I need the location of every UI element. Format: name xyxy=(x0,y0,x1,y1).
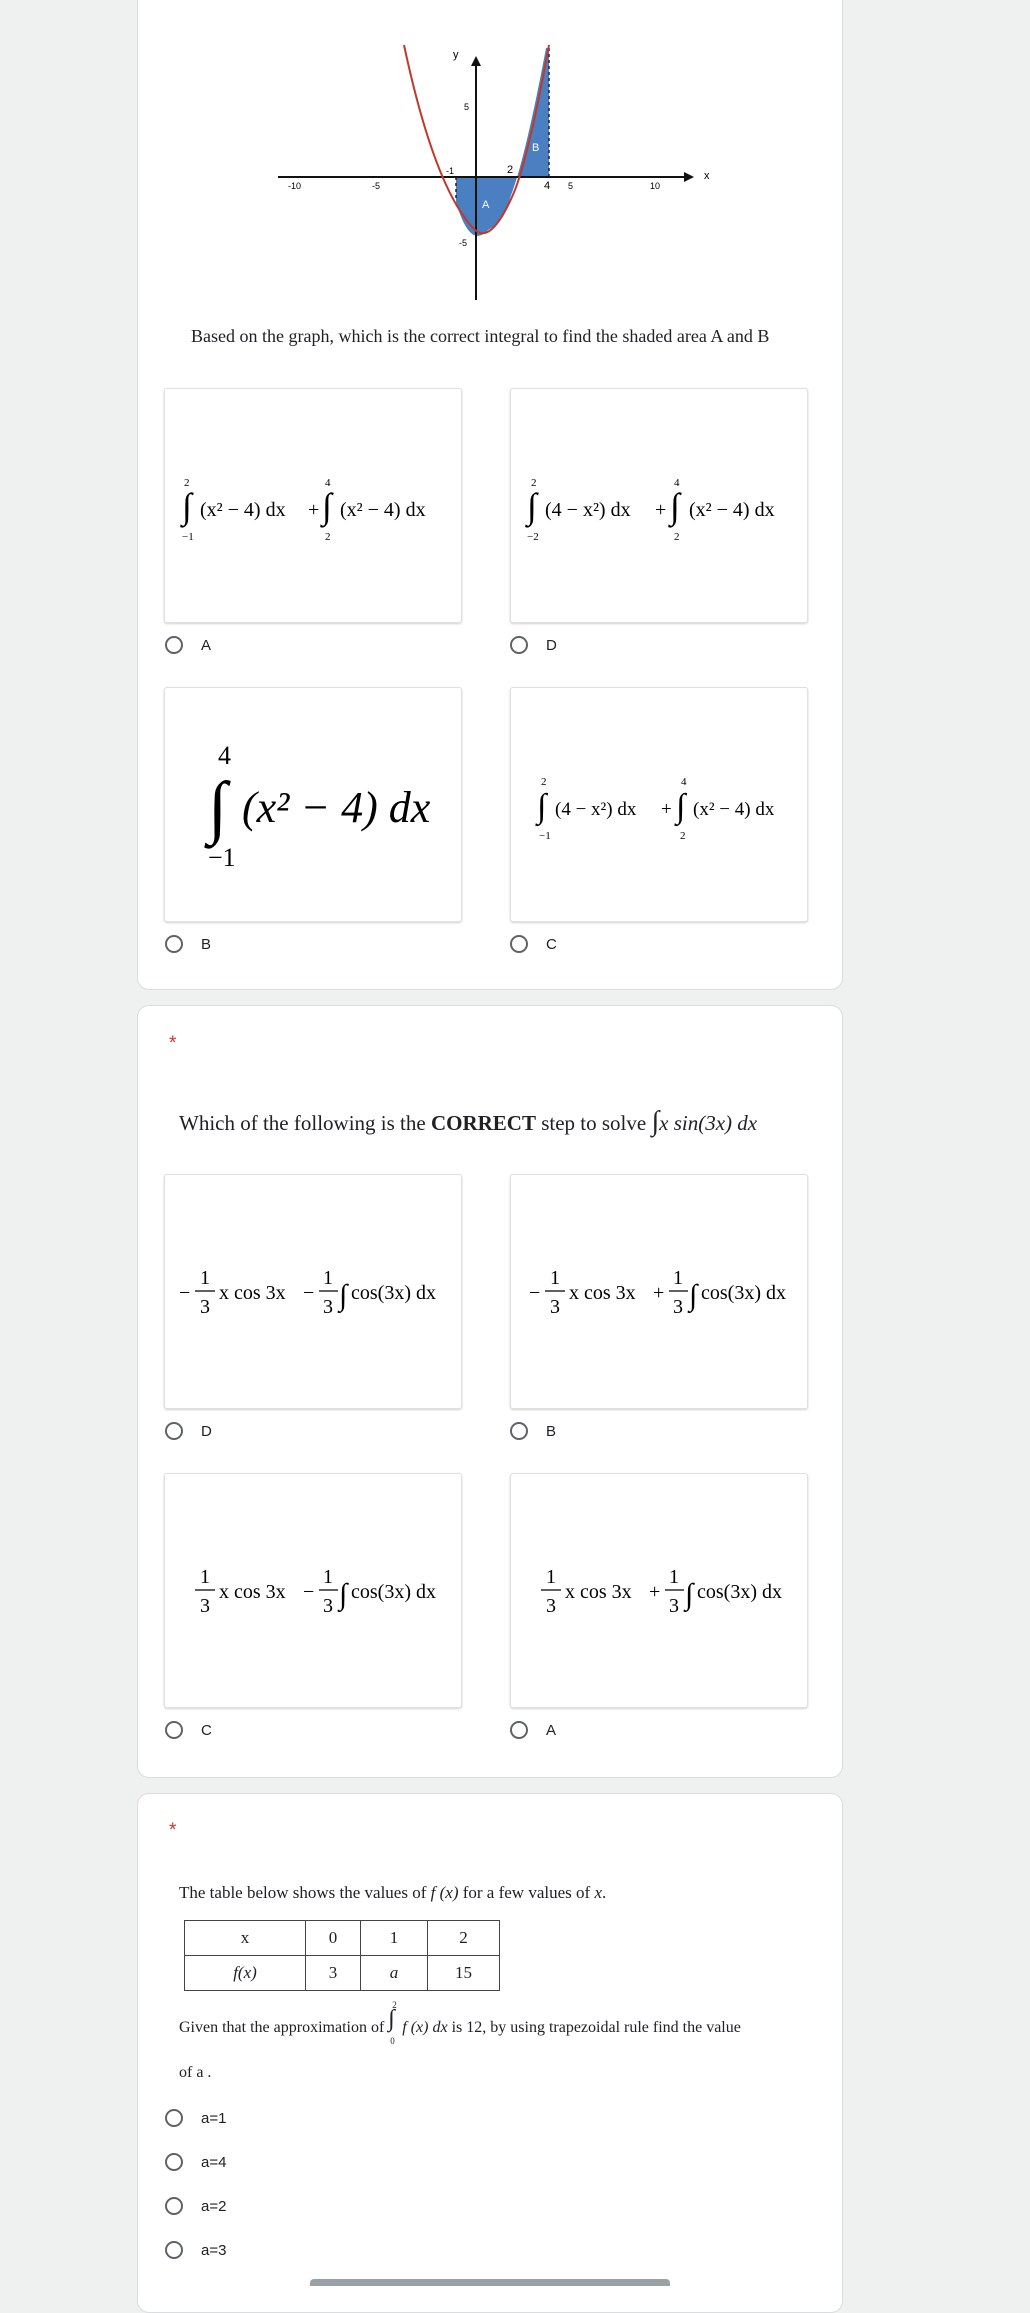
table-cell: 3 xyxy=(306,1956,361,1991)
integral-sign: ∫ xyxy=(670,485,680,526)
table-row xyxy=(185,1956,500,1991)
radio-button[interactable] xyxy=(510,935,528,953)
fraction-denominator: 3 xyxy=(550,1295,560,1318)
lower-limit: 2 xyxy=(325,530,331,543)
given-integral xyxy=(388,2000,402,2046)
integrand: (x² − 4) dx xyxy=(200,498,286,521)
fraction-numerator: 1 xyxy=(673,1266,683,1289)
x-axis-label: x xyxy=(704,170,710,182)
option-image-b[interactable] xyxy=(164,687,462,922)
option-image-a[interactable] xyxy=(164,388,462,623)
integral-sign: ∫ xyxy=(651,1106,660,1137)
option-label: D xyxy=(546,636,557,654)
radio-button[interactable] xyxy=(165,2109,183,2127)
radio-button[interactable] xyxy=(165,2197,183,2215)
integral-sign: ∫ xyxy=(208,768,228,846)
region-b-label: B xyxy=(532,142,540,154)
option-radio-a[interactable] xyxy=(165,636,211,654)
lower-limit: 0 xyxy=(390,2036,395,2046)
upper-limit: 2 xyxy=(184,476,190,489)
fraction-denominator: 3 xyxy=(200,1295,210,1318)
table-cell: x xyxy=(185,1921,306,1956)
plus-sign: + xyxy=(661,798,672,820)
radio-button[interactable] xyxy=(165,2241,183,2259)
intro-x: x xyxy=(594,1883,602,1902)
radio-button[interactable] xyxy=(510,636,528,654)
fraction-denominator: 3 xyxy=(323,1295,333,1318)
option-label: B xyxy=(201,935,212,953)
region-a-label: A xyxy=(482,199,490,211)
lower-limit: −1 xyxy=(208,842,236,872)
term: cos(3x) dx xyxy=(351,1281,436,1304)
plus-sign: + xyxy=(308,498,320,521)
choice-a3[interactable] xyxy=(165,2241,226,2259)
term: cos(3x) dx xyxy=(701,1281,786,1304)
tick-x-minus5: -5 xyxy=(372,181,381,191)
required-asterisk: * xyxy=(169,1033,177,1054)
lower-limit: 2 xyxy=(680,829,686,842)
upper-limit: 2 xyxy=(392,2000,397,2010)
question-3-given-line2: of a . xyxy=(179,2064,212,2081)
question-1-text: Based on the graph, which is the correct integral to find the shaded area A and B xyxy=(191,326,770,346)
radio-button[interactable] xyxy=(165,1721,183,1739)
radio-button[interactable] xyxy=(165,1422,183,1440)
tick-x-5: 5 xyxy=(568,181,574,191)
table-cell: 1 xyxy=(361,1921,428,1956)
option-image-b[interactable] xyxy=(510,1174,808,1409)
fraction-numerator: 1 xyxy=(323,1565,333,1588)
operator: − xyxy=(303,1281,315,1304)
operator: + xyxy=(649,1580,661,1603)
upper-limit: 2 xyxy=(541,775,547,788)
option-label: A xyxy=(546,1721,557,1739)
table-cell: 2 xyxy=(428,1921,500,1956)
tick-x-2: 2 xyxy=(507,164,514,176)
integral-sign: ∫ xyxy=(339,1278,348,1312)
intro-fx: f (x) xyxy=(430,1883,459,1902)
upper-limit: 4 xyxy=(218,740,231,770)
sign: − xyxy=(529,1281,541,1304)
term: x cos 3x xyxy=(565,1580,632,1603)
tick-y-5: 5 xyxy=(464,102,470,112)
integral-sign: ∫ xyxy=(527,485,537,526)
radio-button[interactable] xyxy=(165,935,183,953)
upper-limit: 2 xyxy=(531,476,537,489)
question-3-intro xyxy=(179,1883,606,1903)
fraction-denominator: 3 xyxy=(200,1594,210,1617)
fraction-denominator: 3 xyxy=(673,1295,683,1318)
intro-prefix: The table below shows the values of xyxy=(179,1883,431,1902)
intro-end: . xyxy=(601,1883,607,1902)
option-radio-c[interactable] xyxy=(165,1721,212,1739)
option-label: C xyxy=(546,935,557,953)
option-image-d[interactable] xyxy=(510,388,808,623)
upper-limit: 4 xyxy=(325,476,331,489)
option-radio-c[interactable] xyxy=(510,935,557,953)
radio-button[interactable] xyxy=(510,1721,528,1739)
option-label: C xyxy=(201,1721,212,1739)
lower-limit: −1 xyxy=(539,829,551,842)
operator: − xyxy=(303,1580,315,1603)
table-row xyxy=(185,1921,500,1956)
integral-sign: ∫ xyxy=(537,787,547,825)
integral-sign: ∫ xyxy=(689,1278,698,1312)
sign: − xyxy=(179,1281,191,1304)
lower-limit: −1 xyxy=(182,530,194,543)
term: cos(3x) dx xyxy=(351,1580,436,1603)
tick-x-10: 10 xyxy=(650,181,661,191)
option-radio-d[interactable] xyxy=(510,636,557,654)
question-prefix: Which of the following is the xyxy=(179,1111,431,1135)
table-cell: 15 xyxy=(428,1956,500,1991)
choice-label: a=2 xyxy=(201,2197,227,2215)
table-cell: f(x) xyxy=(185,1956,306,1991)
upper-limit: 4 xyxy=(674,476,680,489)
integral-sign: ∫ xyxy=(676,787,686,825)
term: x cos 3x xyxy=(569,1281,636,1304)
integral-sign: ∫ xyxy=(322,485,332,526)
integrand: (4 − x²) dx xyxy=(545,498,631,521)
required-asterisk: * xyxy=(169,1820,177,1841)
integrand: (x² − 4) dx xyxy=(693,798,775,820)
term: cos(3x) dx xyxy=(697,1580,782,1603)
fraction-numerator: 1 xyxy=(550,1266,560,1289)
option-image-c[interactable] xyxy=(164,1473,462,1708)
given-suffix: is 12, by using trapezoidal rule find the value xyxy=(447,2019,741,2036)
table-cell: a xyxy=(361,1956,428,1991)
question-card-3 xyxy=(137,1793,843,2313)
fraction-denominator: 3 xyxy=(669,1594,679,1617)
integral-sign: ∫ xyxy=(388,2006,395,2032)
question-integral: x sin(3x) dx xyxy=(659,1111,758,1135)
term: x cos 3x xyxy=(219,1281,286,1304)
question-3-given xyxy=(179,2000,741,2046)
integrand: (x² − 4) dx xyxy=(689,498,775,521)
option-image-d[interactable] xyxy=(164,1174,462,1409)
question-bold: CORRECT xyxy=(430,1111,536,1135)
choice-label: a=4 xyxy=(201,2153,227,2171)
option-image-a[interactable] xyxy=(510,1473,808,1708)
fraction-numerator: 1 xyxy=(200,1565,210,1588)
scrollbar[interactable] xyxy=(310,2279,670,2286)
option-label: D xyxy=(201,1422,212,1440)
lower-limit: −2 xyxy=(527,530,539,543)
option-radio-b[interactable] xyxy=(510,1422,556,1440)
tick-x-minus10: -10 xyxy=(288,181,302,191)
integrand: (x² − 4) dx xyxy=(242,782,431,832)
given-integrand: f (x) dx xyxy=(402,2019,448,2036)
radio-button[interactable] xyxy=(165,2153,183,2171)
function-graph xyxy=(270,40,710,302)
term: x cos 3x xyxy=(219,1580,286,1603)
choice-a2[interactable] xyxy=(165,2197,226,2215)
lower-limit: 2 xyxy=(674,530,680,543)
choice-label: a=1 xyxy=(201,2109,227,2127)
integral-sign: ∫ xyxy=(685,1577,694,1611)
fraction-numerator: 1 xyxy=(546,1565,556,1588)
tick-x-4: 4 xyxy=(544,180,551,192)
fraction-numerator: 1 xyxy=(323,1266,333,1289)
given-prefix: Given that the approximation of xyxy=(179,2019,389,2036)
y-axis-label: y xyxy=(453,49,459,61)
integrand: (x² − 4) dx xyxy=(340,498,426,521)
operator: + xyxy=(653,1281,665,1304)
fraction-denominator: 3 xyxy=(323,1594,333,1617)
option-image-c[interactable] xyxy=(510,687,808,922)
fraction-numerator: 1 xyxy=(200,1266,210,1289)
option-radio-a[interactable] xyxy=(510,1721,556,1739)
fraction-denominator: 3 xyxy=(546,1594,556,1617)
integral-sign: ∫ xyxy=(339,1577,348,1611)
choice-a1[interactable] xyxy=(165,2109,226,2127)
option-label: B xyxy=(546,1422,557,1440)
upper-limit: 4 xyxy=(681,775,687,788)
intro-mid: for a few values of xyxy=(458,1883,595,1902)
question-2-text xyxy=(179,1106,757,1138)
shaded-region-b xyxy=(510,48,549,198)
choice-label: a=3 xyxy=(201,2241,227,2259)
plus-sign: + xyxy=(655,498,667,521)
question-suffix: step to solve xyxy=(535,1111,652,1135)
tick-x-minus1: -1 xyxy=(446,166,455,176)
table-cell: 0 xyxy=(306,1921,361,1956)
integral-sign: ∫ xyxy=(182,485,192,526)
fraction-numerator: 1 xyxy=(669,1565,679,1588)
radio-button[interactable] xyxy=(165,636,183,654)
option-radio-b[interactable] xyxy=(165,935,211,953)
values-table xyxy=(184,1920,500,1991)
choice-a4[interactable] xyxy=(165,2153,226,2171)
option-label: A xyxy=(201,636,212,654)
tick-y-minus5: -5 xyxy=(459,238,468,248)
radio-button[interactable] xyxy=(510,1422,528,1440)
integrand: (4 − x²) dx xyxy=(555,798,637,820)
option-radio-d[interactable] xyxy=(165,1422,212,1440)
